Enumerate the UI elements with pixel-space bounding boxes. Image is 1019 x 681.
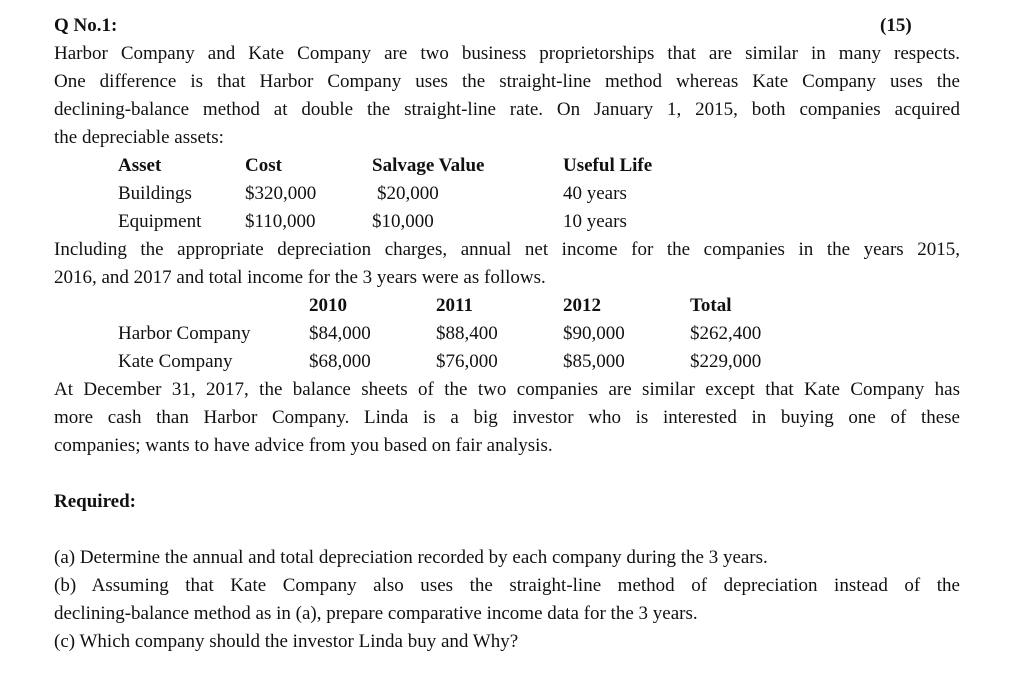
asset-cell: $320,000 — [245, 183, 317, 204]
asset-cell: 10 years — [563, 211, 627, 232]
required-item-b: (b) Assuming that Kate Company also uses the straight-line method of depreciation instead of the — [54, 575, 960, 596]
question-number: Q No.1: — [54, 15, 118, 36]
income-cell: $262,400 — [690, 323, 762, 344]
income-cell: $76,000 — [436, 351, 498, 372]
income-cell: $68,000 — [309, 351, 371, 372]
income-row-label: Harbor Company — [118, 323, 251, 344]
income-header-2012: 2012 — [563, 295, 601, 316]
income-row-label: Kate Company — [118, 351, 233, 372]
income-cell: $90,000 — [563, 323, 625, 344]
asset-cell: $10,000 — [372, 211, 434, 232]
asset-cell: Equipment — [118, 211, 202, 232]
intro-line-4: the depreciable assets: — [54, 127, 224, 148]
intro-line-2: One difference is that Harbor Company uses the straight-line method whereas Kate Company uses the — [54, 71, 960, 92]
income-cell: $88,400 — [436, 323, 498, 344]
asset-header-asset: Asset — [118, 155, 162, 176]
asset-header-cost: Cost — [245, 155, 282, 176]
income-header-2010: 2010 — [309, 295, 347, 316]
asset-cell: 40 years — [563, 183, 627, 204]
asset-cell: $110,000 — [245, 211, 316, 232]
asset-header-life: Useful Life — [563, 155, 653, 176]
required-item-b-cont: declining-balance method as in (a), prepare comparative income data for the 3 years. — [54, 603, 698, 624]
income-cell: $229,000 — [690, 351, 762, 372]
marks-label: (15) — [880, 15, 912, 36]
closing-line-1: At December 31, 2017, the balance sheets of the two companies are similar except that Kate Company has — [54, 379, 960, 400]
required-item-c: (c) Which company should the investor Linda buy and Why? — [54, 631, 519, 652]
closing-line-3: companies; wants to have advice from you based on fair analysis. — [54, 435, 553, 456]
intro-line-3: declining-balance method at double the straight-line rate. On January 1, 2015, both companies acquired — [54, 99, 960, 120]
required-item-a: (a) Determine the annual and total depreciation recorded by each company during the 3 years. — [54, 547, 768, 568]
asset-cell: Buildings — [118, 183, 192, 204]
asset-header-salvage: Salvage Value — [372, 155, 485, 176]
income-intro-line-2: 2016, and 2017 and total income for the 3 years were as follows. — [54, 267, 546, 288]
income-header-2011: 2011 — [436, 295, 473, 316]
asset-cell: $20,000 — [377, 183, 439, 204]
income-cell: $84,000 — [309, 323, 371, 344]
required-heading: Required: — [54, 491, 136, 512]
intro-line-1: Harbor Company and Kate Company are two business proprietorships that are similar in many respects. — [54, 43, 960, 64]
income-intro-line-1: Including the appropriate depreciation charges, annual net income for the companies in the years 2015, — [54, 239, 960, 260]
income-header-total: Total — [690, 295, 732, 316]
income-cell: $85,000 — [563, 351, 625, 372]
closing-line-2: more cash than Harbor Company. Linda is a big investor who is interested in buying one of these — [54, 407, 960, 428]
